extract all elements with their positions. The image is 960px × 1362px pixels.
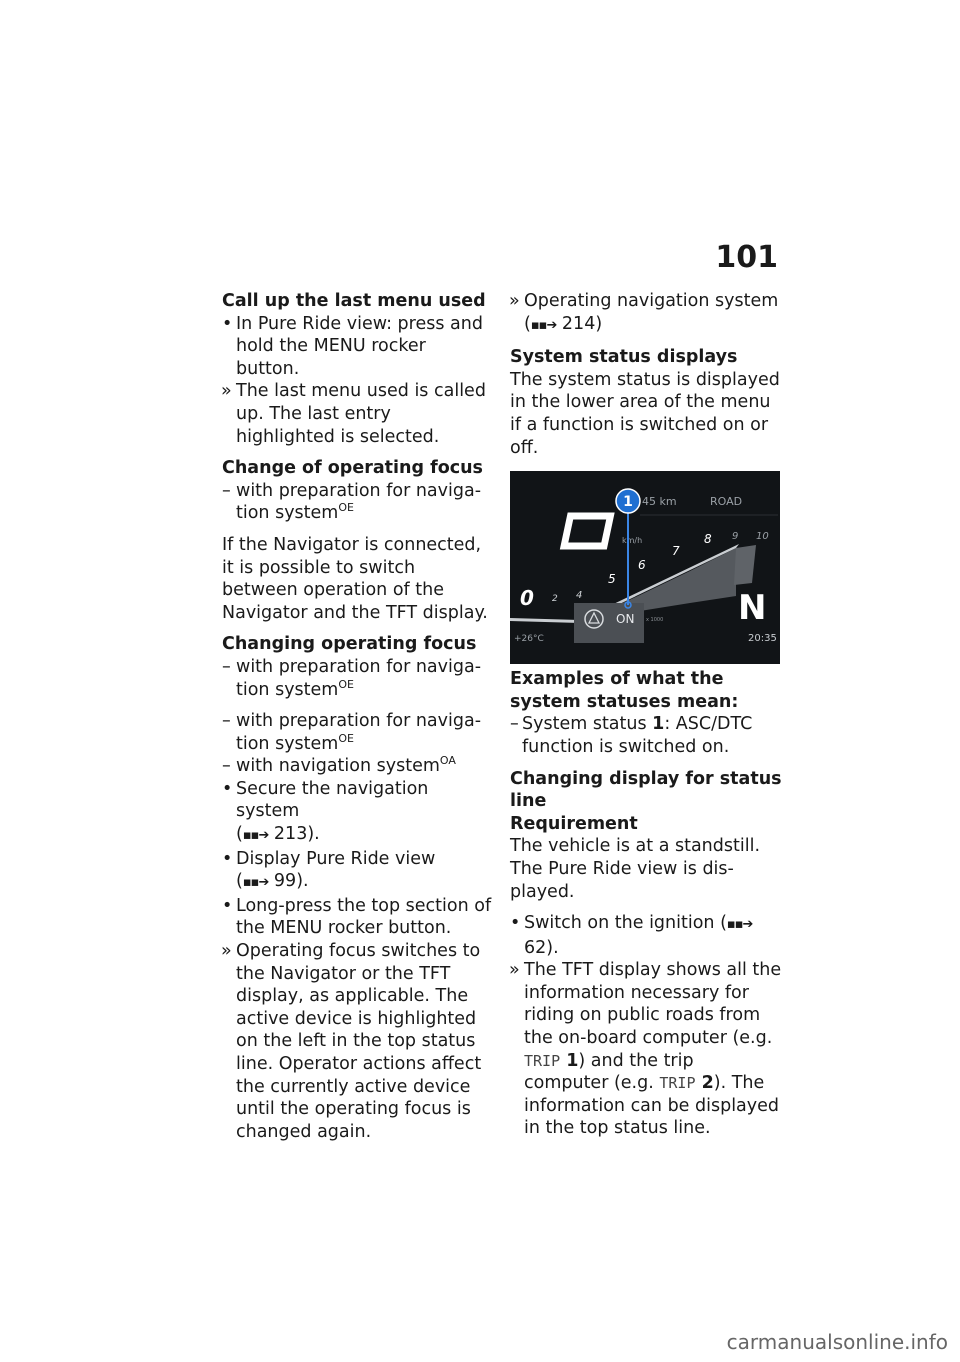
rpm-tick-9: 9 — [732, 531, 739, 543]
equipment-note: – with preparation for naviga-tion system$^{OE}$ — [222, 480, 482, 524]
footer-watermark: carmanualsonline.info — [726, 1330, 948, 1354]
rpm-tick-7: 7 — [672, 544, 680, 559]
step-text: Secure the navigation system — [236, 778, 429, 822]
page-reference[interactable]: 99). — [273, 871, 309, 892]
step-text: Display Pure Ride view — [236, 848, 436, 869]
arrow-right-icon: ▪▪➔ — [726, 917, 753, 933]
instruction-step — [222, 313, 492, 381]
trip-number: 2 — [695, 1073, 714, 1094]
status-text: System status — [522, 714, 653, 735]
bullet-icon: • — [222, 848, 233, 869]
heading-last-menu: Call up the last menu used — [222, 291, 486, 311]
heading-requirement: Requirement — [510, 813, 638, 834]
page-reference[interactable]: 214) — [561, 313, 603, 334]
heading-changing-focus: Changing operating focus — [222, 634, 477, 655]
page-reference[interactable]: 62). — [524, 937, 559, 958]
status-text: : ASC/DTC function is switched on. — [522, 714, 753, 757]
result-step: » Operating navigation system (▪▪➔ 214) — [510, 290, 782, 337]
paragraph-system-status: The system status is displayed in the lower area of the menu if a function is switched on or off. — [510, 369, 780, 458]
ride-mode-label: ROAD — [710, 495, 743, 509]
heading-system-status: System status displays — [510, 347, 738, 368]
trip-code: TRIP — [659, 1074, 696, 1093]
heading-change-focus: Change of operating focus — [222, 458, 483, 479]
tft-display-svg — [510, 471, 780, 664]
equipment-text: with preparation for naviga-tion system — [236, 656, 482, 700]
status-number: 1 — [652, 714, 665, 735]
result-step — [222, 380, 492, 448]
rpm-tick-2: 2 — [552, 594, 558, 605]
arrow-right-icon: ▪▪➔ — [242, 875, 269, 891]
clock: 20:35 — [748, 633, 777, 645]
result-chevron-icon: » — [221, 941, 232, 962]
bullet-icon: • — [222, 778, 233, 799]
paragraph-requirement: The vehicle is at a standstill. The Pure Ride view is dis-played. — [510, 836, 761, 902]
equipment-note: – with preparation for naviga-tion system$^{OE}$ — [222, 656, 482, 700]
instruction-step — [222, 895, 492, 940]
arrow-right-icon: ▪▪➔ — [530, 317, 557, 333]
gear-indicator: N — [738, 588, 767, 629]
equipment-text: with preparation for naviga-tion system — [236, 711, 482, 754]
result-text: Operating focus switches to the Navigator or the TFT display, as applicable. The active device is highlighted on the left in the top status line. Operator actions affect the currently active device until the operating focus is changed again. — [236, 941, 482, 1142]
result-chevron-icon: » — [221, 381, 232, 402]
rpm-tick-0: 0 — [520, 586, 534, 611]
status-example: – System status 1: ASC/DTC function is switched on. — [510, 714, 753, 757]
equipment-code: OA — [439, 754, 456, 768]
tft-display-figure — [510, 471, 780, 664]
rpm-tick-6: 6 — [638, 558, 646, 573]
result-text: ) and the trip computer (e.g. — [524, 1050, 694, 1094]
instruction-step: • Secure the navigation system (▪▪➔ 213). — [222, 778, 492, 848]
result-text: The TFT display shows all the information necessary for riding on public roads from the on-board computer (e.g. — [524, 960, 782, 1049]
equipment-text: with preparation for naviga-tion system — [236, 480, 482, 524]
instruction-step — [510, 912, 782, 959]
bullet-icon: • — [222, 895, 233, 916]
range-label: 45 km — [642, 495, 677, 509]
rpm-tick-8: 8 — [704, 532, 712, 547]
result-text: Operating navigation system — [524, 291, 779, 311]
trip-number: 1 — [560, 1050, 579, 1071]
result-step — [510, 959, 782, 1140]
status-on-text: ON — [616, 612, 635, 627]
temperature: +26°C — [514, 634, 544, 645]
page-number: 101 — [715, 240, 778, 275]
equipment-code: OE — [338, 677, 354, 691]
arrow-right-icon: ▪▪➔ — [242, 828, 269, 844]
equipment-code: OE — [338, 731, 354, 745]
result-step — [222, 940, 492, 1143]
step-text: Long-press the top section of the MENU rocker button. — [236, 895, 492, 939]
bullet-icon: • — [222, 313, 233, 334]
paragraph-navigator: If the Navigator is connected, it is possible to switch between operation of the Navigator and the TFT display. — [222, 534, 488, 623]
bullet-icon: • — [510, 913, 521, 934]
step-text: Switch on the ignition ( — [524, 913, 727, 934]
result-chevron-icon: » — [509, 291, 520, 311]
result-chevron-icon: » — [509, 960, 520, 981]
result-text: The last menu used is called up. The last entry highlighted is selected. — [236, 381, 486, 447]
rpm-tick-5: 5 — [608, 572, 616, 587]
equipment-note: – with preparation for naviga-tion system$^{OE}$ — [222, 711, 482, 754]
equipment-code: OE — [338, 501, 354, 515]
trip-code: TRIP — [524, 1051, 561, 1070]
speed-unit: km/h — [622, 536, 643, 546]
instruction-step: • Display Pure Ride view (▪▪➔ 99). — [222, 848, 492, 895]
result-text: ). The information can be displayed in the top status line. — [524, 1073, 780, 1139]
left-column — [222, 290, 492, 1143]
rpm-tick-4: 4 — [576, 590, 583, 602]
step-text: In Pure Ride view: press and hold the MENU rocker button. — [236, 313, 483, 379]
heading-examples: Examples of what the system statuses mean: — [510, 669, 739, 712]
equipment-text: with navigation system — [236, 756, 440, 777]
right-column — [510, 290, 782, 1140]
callout-number: 1 — [623, 494, 633, 511]
rpm-multiplier: x 1000 — [646, 617, 664, 624]
rpm-tick-10: 10 — [756, 531, 769, 543]
equipment-note: – with navigation system$^{OA}$ — [222, 754, 456, 777]
heading-changing-display: Changing display for status line — [510, 768, 782, 812]
page-reference[interactable]: 213). — [273, 824, 320, 845]
